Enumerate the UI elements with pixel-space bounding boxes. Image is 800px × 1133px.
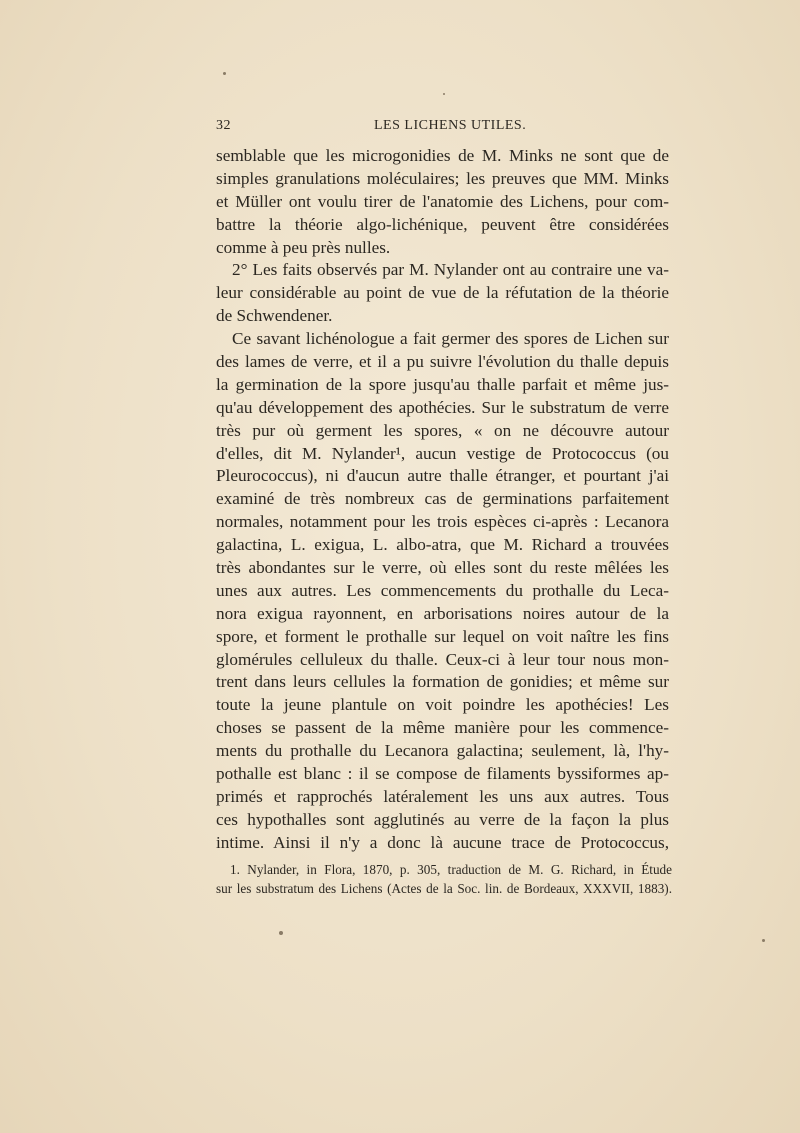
text-line: choses se passent de la même manière pour les commence-: [216, 718, 669, 738]
footnote-line: sur les substratum des Lichens (Actes de la Soc. lin. de Bordeaux, XXXVII, 1883).: [216, 880, 672, 896]
text-line: battre la théorie algo-lichénique, peuvent être considérées: [216, 214, 669, 234]
text-line: ments du prothalle du Lecanora galactina; seulement, là, l'hy-: [216, 741, 669, 761]
text-line: examiné de très nombreux cas de germinations parfaitement: [216, 489, 669, 509]
text-line: très pur où germent les spores, « on ne découvre autour: [216, 420, 669, 440]
text-line: galactina, L. exigua, L. albo-atra, que M. Richard a trouvées: [216, 535, 669, 555]
text-line: la germination de la spore jusqu'au thalle parfait et même jus-: [216, 374, 669, 394]
text-line: pothalle est blanc : il se compose de filaments byssiformes ap-: [216, 764, 669, 784]
text-line: d'elles, dit M. Nylander¹, aucun vestige de Protococcus (ou: [216, 443, 669, 463]
page-number: 32: [216, 118, 231, 133]
running-title: LES LICHENS UTILES.: [374, 118, 527, 133]
footnote-line: 1. Nylander, in Flora, 1870, p. 305, traduction de M. G. Richard, in Étude: [230, 862, 672, 877]
text-line: des lames de verre, et il a pu suivre l'évolution du thalle depuis: [216, 352, 669, 372]
page-header: [216, 118, 666, 138]
text-line: normales, notamment pour les trois espèces ci-après : Lecanora: [216, 512, 669, 532]
body-text: [216, 145, 669, 855]
text-line: comme à peu près nulles.: [216, 237, 391, 257]
text-line: primés et rapprochés latéralement les uns aux autres. Tous: [216, 786, 669, 806]
text-line: spore, et forment le prothalle sur lequel on voit naître les fins: [216, 626, 669, 646]
paper-speck: [762, 939, 765, 942]
text-line: unes aux autres. Les commencements du prothalle du Leca-: [216, 580, 669, 600]
text-line: leur considérable au point de vue de la réfutation de la théorie: [216, 283, 669, 303]
text-line: toute la jeune plantule on voit poindre les apothécies! Les: [216, 695, 669, 715]
text-line: de Schwendener.: [216, 306, 333, 326]
text-line: ces hypothalles sont agglutinés au verre de la façon la plus: [216, 809, 669, 829]
text-line: trent dans leurs cellules la formation de gonidies; et même sur: [216, 672, 669, 692]
text-line: intime. Ainsi il n'y a donc là aucune trace de Protococcus,: [216, 832, 669, 852]
text-line: simples granulations moléculaires; les preuves que MM. Minks: [216, 168, 669, 188]
text-line: Pleurococcus), ni d'aucun autre thalle étranger, et pourtant j'ai: [216, 466, 669, 486]
text-line: semblable que les microgonidies de M. Minks ne sont que de: [216, 146, 669, 165]
paper-speck: [223, 72, 226, 75]
paper-speck: [443, 93, 445, 95]
text-line: qu'au développement des apothécies. Sur le substratum de verre: [216, 397, 669, 417]
text-line: et Müller ont voulu tirer de l'anatomie des Lichens, pour com-: [216, 191, 669, 211]
text-line: glomérules celluleux du thalle. Ceux-ci à leur tour nous mon-: [216, 649, 669, 669]
footnote: [216, 861, 672, 898]
text-line: nora exigua rayonnent, en arborisations noires autour de la: [216, 603, 669, 623]
text-line: très abondantes sur le verre, où elles sont du reste mêlées les: [216, 558, 669, 578]
text-line: 2° Les faits observés par M. Nylander ont au contraire une va-: [232, 260, 669, 280]
paper-speck: [279, 931, 283, 935]
text-line: Ce savant lichénologue a fait germer des spores de Lichen sur: [232, 329, 669, 349]
